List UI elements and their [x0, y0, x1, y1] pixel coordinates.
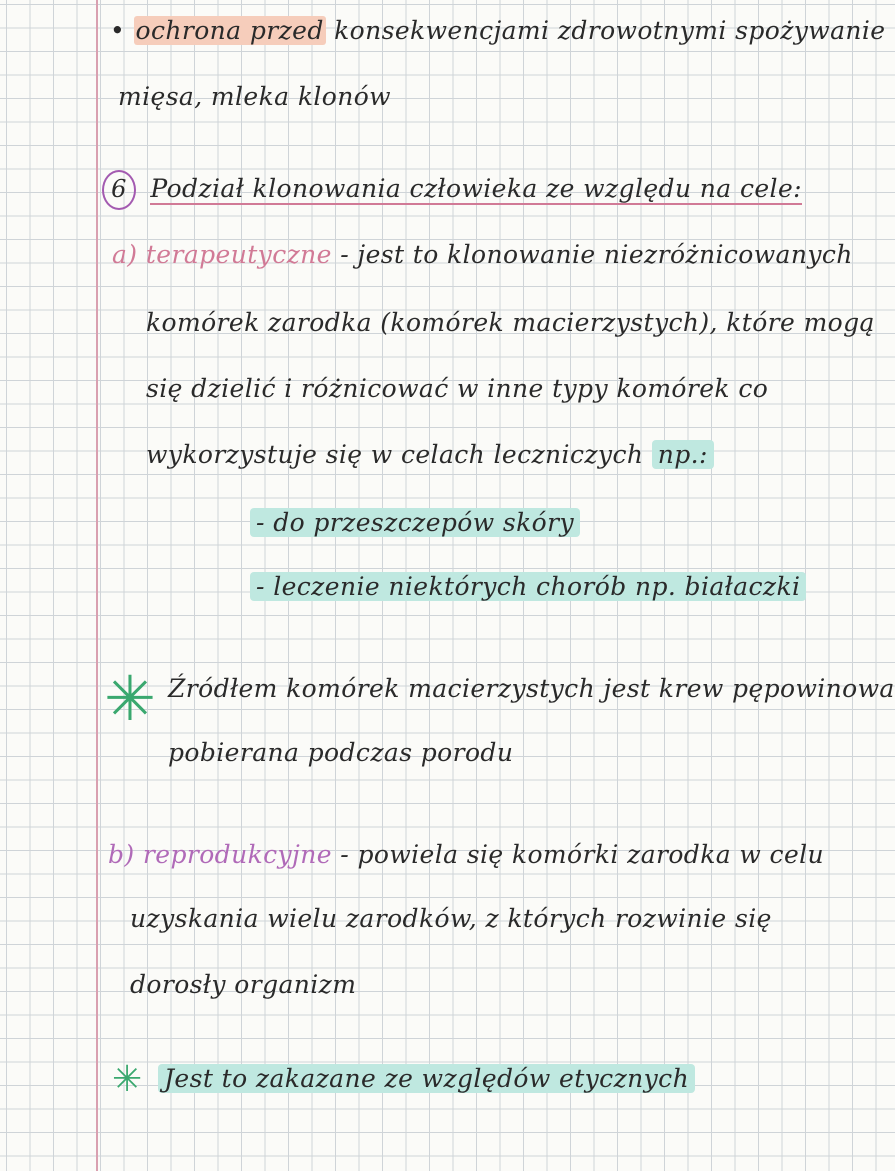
point-a-term: terapeutyczne: [145, 240, 332, 269]
note-1-line-1: Źródłem komórek macierzystych jest krew pępowinowa: [168, 674, 895, 703]
line-2: mięsa, mleka klonów: [118, 82, 391, 111]
heading-number: 6: [102, 170, 136, 210]
point-b-line-2: uzyskania wielu zarodków, z których rozwinie się: [130, 904, 772, 933]
highlight-phrase: ochrona przed: [135, 16, 324, 45]
margin-line: [96, 0, 98, 1171]
note-1-line-2: pobierana podczas porodu: [168, 738, 514, 767]
point-a-line-2: komórek zarodka (komórek macierzystych), które mogą: [146, 308, 875, 337]
note-2-text: Jest to zakazane ze względów etycznych: [158, 1064, 695, 1093]
bullet: •: [110, 16, 126, 45]
point-b: [108, 838, 824, 872]
list-item-text: - leczenie niektórych chorób np. białaczki: [250, 572, 806, 601]
point-a: [112, 238, 853, 272]
list-item: [250, 506, 580, 540]
point-b-term: reprodukcyjne: [142, 840, 332, 869]
list-item-text: - do przeszczepów skóry: [250, 508, 580, 537]
note-2: [158, 1062, 695, 1096]
point-a-text: - jest to klonowanie niezróżnicowanych: [340, 240, 853, 269]
line-1-text: konsekwencjami zdrowotnymi spożywanie: [334, 16, 886, 45]
heading-text: Podział klonowania człowieka ze względu na cele:: [150, 174, 802, 203]
point-a-label: a): [112, 240, 138, 269]
point-b-label: b): [108, 840, 135, 869]
point-a-line-4: [146, 438, 714, 472]
asterisk-icon: ✳: [104, 662, 156, 735]
point-b-line-3: dorosły organizm: [130, 970, 357, 999]
example-highlight: np.:: [652, 440, 714, 469]
point-a-line-3: się dzielić i różnicować w inne typy komórek co: [146, 374, 769, 403]
point-b-text: - powiela się komórki zarodka w celu: [340, 840, 825, 869]
asterisk-icon: ✳: [112, 1059, 143, 1100]
point-a-line-4-text: wykorzystuje się w celach leczniczych: [146, 440, 644, 469]
list-item: [250, 570, 806, 604]
line-1: [110, 14, 886, 48]
section-heading: [102, 170, 802, 210]
